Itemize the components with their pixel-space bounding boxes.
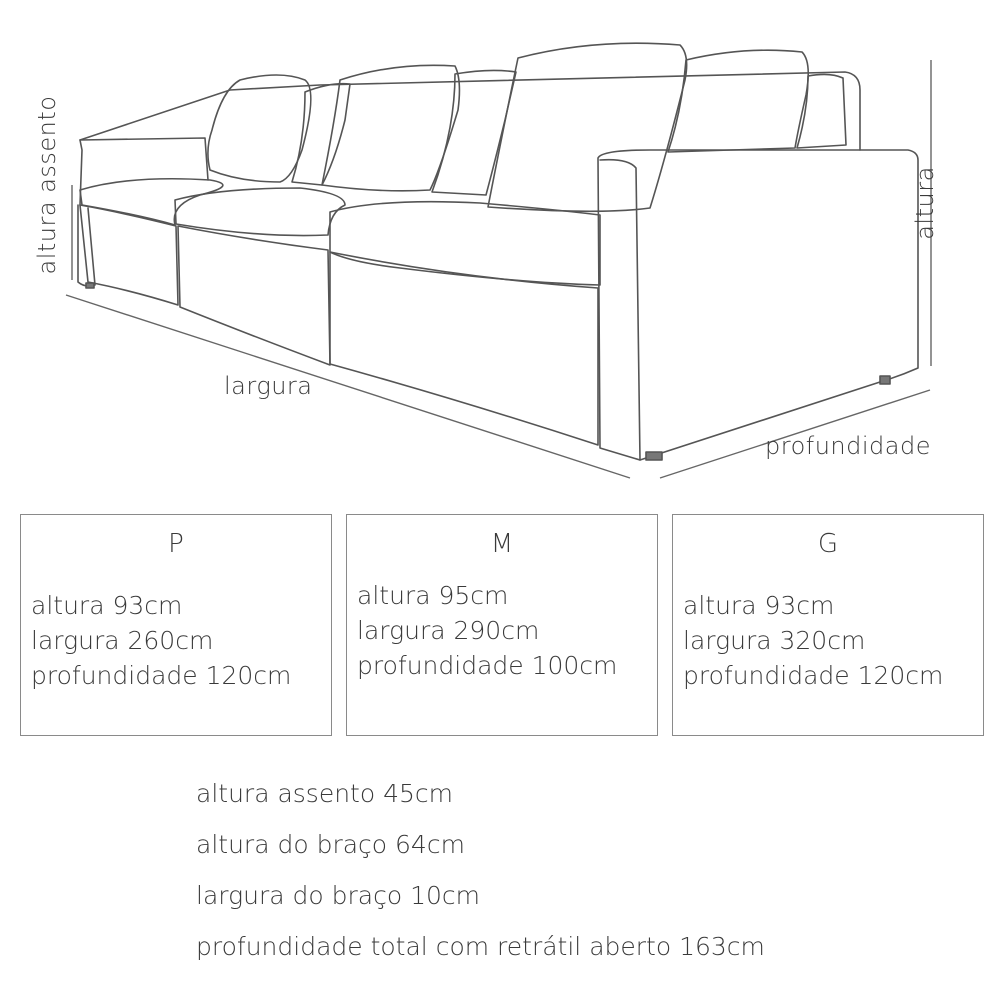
back-cushion-1	[208, 75, 311, 182]
left-arm	[80, 138, 208, 205]
back-cushion-5	[488, 43, 687, 211]
size-line-profundidade: profundidade 120cm	[31, 661, 292, 690]
size-line-altura: altura 93cm	[31, 591, 183, 620]
size-line-largura: largura 260cm	[31, 626, 214, 655]
label-altura-assento: altura assento	[33, 95, 61, 275]
back-cushion-6	[668, 50, 808, 152]
label-profundidade: profundidade	[765, 432, 931, 460]
foot-front	[646, 452, 662, 460]
size-box-p	[20, 514, 332, 736]
label-largura: largura	[224, 372, 313, 400]
note-altura-assento: altura assento 45cm	[196, 779, 454, 808]
foot-right	[880, 376, 890, 384]
size-line-largura: largura 290cm	[357, 616, 540, 645]
seat-cushion-1	[80, 179, 223, 225]
seat-cushion-3	[330, 202, 600, 285]
back-cushion-7	[797, 74, 846, 148]
label-altura: altura	[911, 166, 939, 240]
size-line-altura: altura 93cm	[683, 591, 835, 620]
right-arm	[598, 150, 918, 460]
note-largura-braco: largura do braço 10cm	[196, 881, 480, 910]
size-line-profundidade: profundidade 120cm	[683, 661, 944, 690]
dim-line-largura	[66, 295, 630, 478]
seat-cushion-2	[175, 188, 345, 236]
size-line-largura: largura 320cm	[683, 626, 866, 655]
size-box-m	[346, 514, 658, 736]
size-title: P	[168, 529, 184, 559]
size-title: G	[817, 529, 839, 559]
size-lines	[31, 588, 291, 693]
seat-front-1	[80, 205, 178, 305]
foot-left	[86, 283, 94, 288]
size-lines	[357, 578, 617, 683]
seat-front-2	[178, 226, 330, 365]
spec-notes	[196, 772, 765, 976]
note-altura-braco: altura do braço 64cm	[196, 830, 465, 859]
seat-front-3	[330, 252, 598, 445]
size-line-profundidade: profundidade 100cm	[357, 651, 618, 680]
back-cushion-2	[292, 84, 350, 185]
size-line-altura: altura 95cm	[357, 581, 509, 610]
size-title: M	[490, 529, 514, 559]
size-box-g	[672, 514, 984, 736]
note-profundidade-total: profundidade total com retrátil aberto 163cm	[196, 932, 765, 961]
size-lines	[683, 588, 943, 693]
